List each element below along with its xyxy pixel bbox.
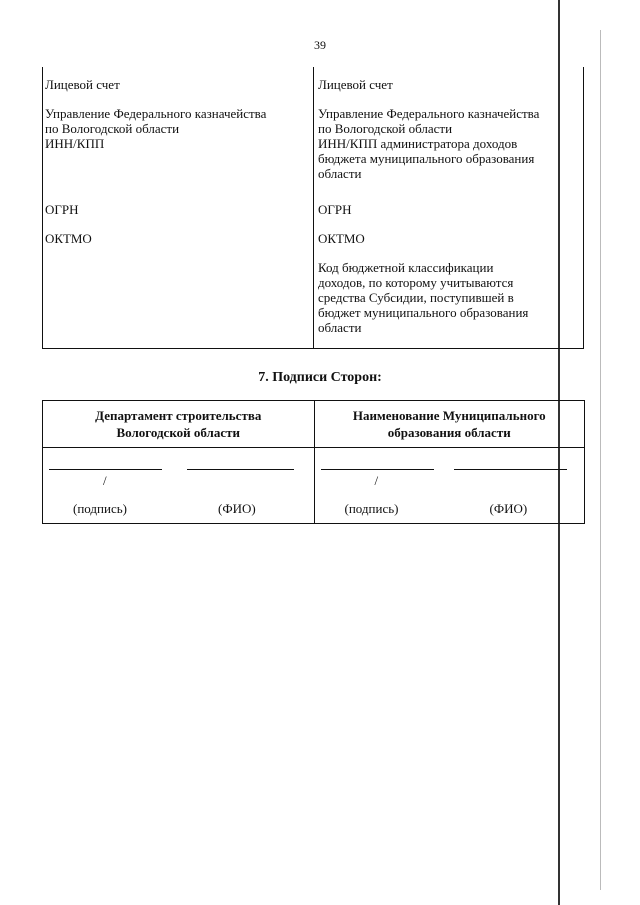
name-line — [187, 469, 294, 470]
name-line — [454, 469, 567, 470]
right-account: Лицевой счет — [318, 77, 393, 92]
signature-line — [49, 469, 162, 470]
section-title: 7. Подписи Сторон: — [258, 370, 382, 385]
right-ogrn: ОГРН — [318, 202, 352, 217]
signature-line — [321, 469, 434, 470]
signatures-table — [42, 400, 585, 524]
left-treasury: Управление Федерального казначейства по Вологодской области ИНН/КПП — [45, 106, 267, 151]
scan-artifact-line — [600, 30, 601, 890]
right-oktmo: ОКТМО — [318, 231, 365, 246]
signature-slash: / — [103, 473, 107, 488]
right-treasury: Управление Федерального казначейства по Вологодской области ИНН/КПП администратора доходов бюджета муниципального образования области — [318, 106, 540, 181]
page-number: 39 — [314, 38, 326, 52]
name-label: (ФИО) — [489, 501, 528, 516]
requisites-right-column — [313, 67, 583, 348]
name-label: (ФИО) — [218, 501, 256, 516]
signature-label: (подпись) — [73, 501, 127, 516]
signature-right-column — [314, 401, 585, 523]
signature-left-column — [43, 401, 314, 523]
left-account: Лицевой счет — [45, 77, 120, 92]
requisites-left-column — [43, 67, 313, 348]
left-party-header: Департамент строительства Вологодской области — [43, 401, 314, 448]
right-kbk: Код бюджетной классификации доходов, по которому учитываются средства Субсидии, поступившей в бюджет муниципального образования области — [318, 260, 529, 335]
left-oktmo: ОКТМО — [45, 231, 92, 246]
signature-slash: / — [374, 473, 379, 488]
signature-label: (подпись) — [344, 501, 399, 516]
right-party-header: Наименование Муниципального образования области — [315, 401, 585, 448]
left-ogrn: ОГРН — [45, 202, 79, 217]
requisites-table — [42, 67, 584, 349]
